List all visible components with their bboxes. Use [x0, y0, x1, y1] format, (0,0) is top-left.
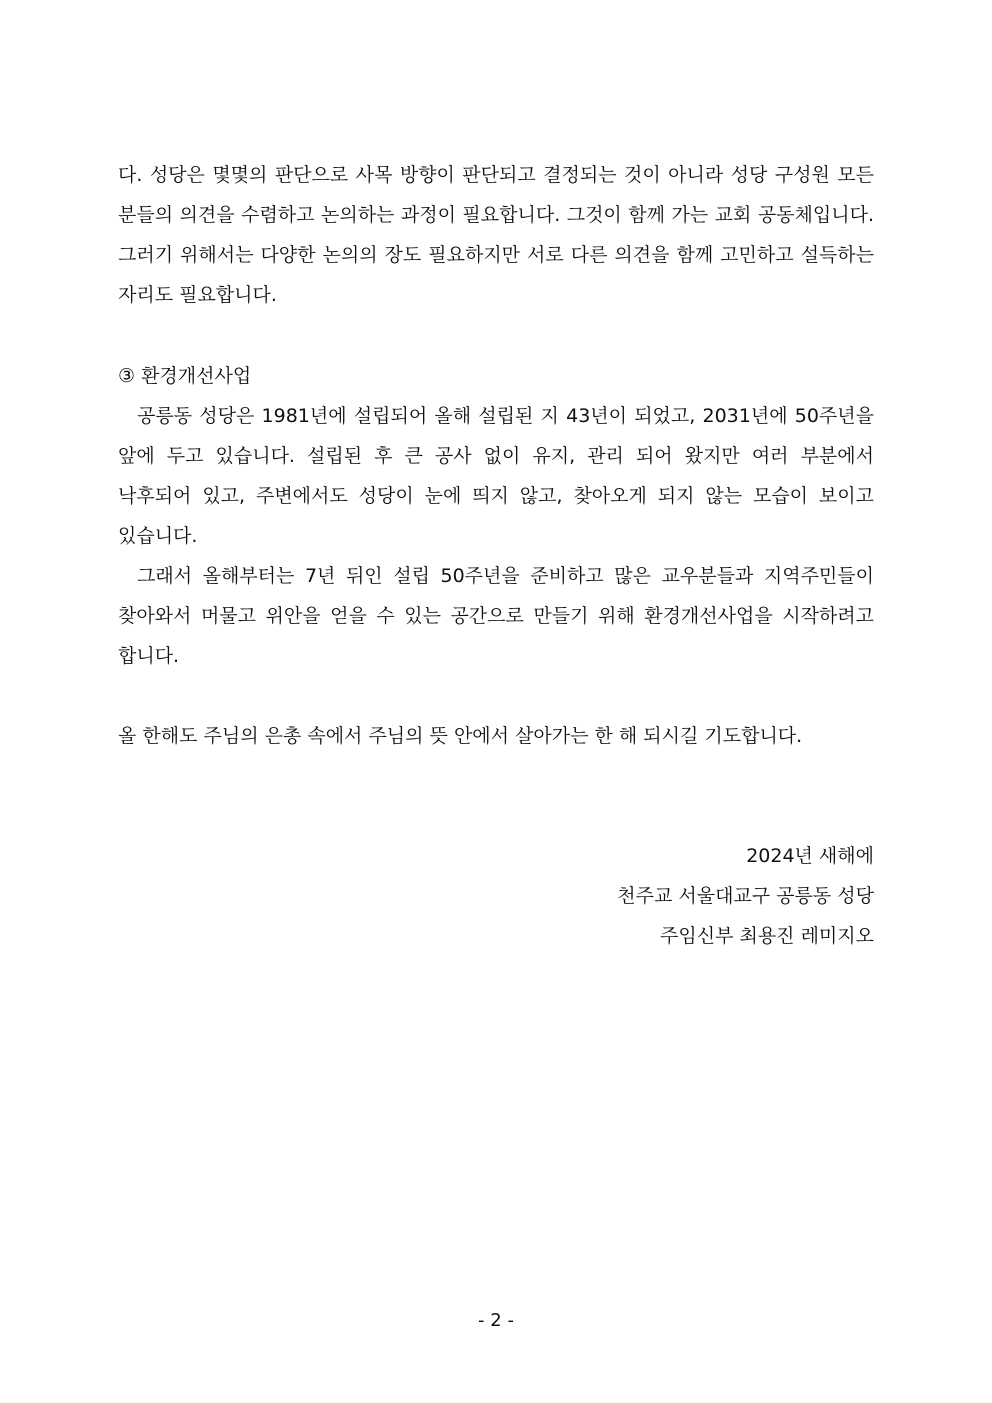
section-3-paragraph-2: 그래서 올해부터는 7년 뒤인 설립 50주년을 준비하고 많은 교우분들과 지역주민들이 찾아와서 머물고 위안을 얻을 수 있는 공간으로 만들기 위해 환경개선사업을 시작하려고 합니다. [118, 565, 874, 667]
intro-paragraph: 다. 성당은 몇몇의 판단으로 사목 방향이 판단되고 결정되는 것이 아니라 성당 구성원 모든 분들의 의견을 수렴하고 논의하는 과정이 필요합니다. 그것이 함께 가는 교회 공동체입니다. 그러기 위해서는 다양한 논의의 장도 필요하지만 서로 다른 의견을 함께 고민하고 설득하는 자리도 필요합니다. [118, 164, 874, 306]
signature-date: 2024년 새해에 [746, 845, 874, 867]
closing-paragraph: 올 한해도 주님의 은총 속에서 주님의 뜻 안에서 살아가는 한 해 되시길 기도합니다. [118, 725, 803, 747]
signature-author: 주임신부 최용진 레미지오 [660, 925, 874, 947]
signature-organization: 천주교 서울대교구 공릉동 성당 [617, 885, 874, 907]
section-3-heading: ③ 환경개선사업 [118, 365, 252, 387]
section-3-paragraph-1: 공릉동 성당은 1981년에 설립되어 올해 설립된 지 43년이 되었고, 2031년에 50주년을 앞에 두고 있습니다. 설립된 후 큰 공사 없이 유지, 관리 되어 왔지만 여러 부분에서 낙후되어 있고, 주변에서도 성당이 눈에 띄지 않고, 찾아오게 되지 않는 모습이 보이고 있습니다. [118, 405, 874, 547]
page-number: - 2 - [478, 1310, 514, 1331]
